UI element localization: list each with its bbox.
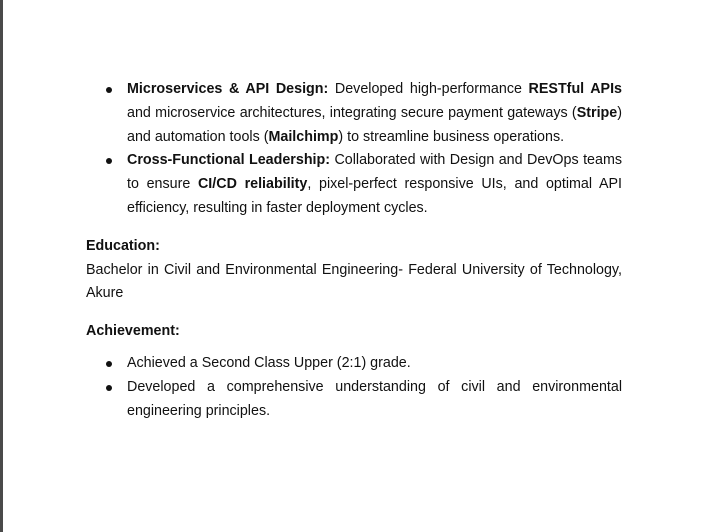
bullet-dot bbox=[106, 158, 112, 164]
document-page bbox=[86, 78, 622, 423]
bullet-dot bbox=[106, 361, 112, 367]
experience-bullet-item bbox=[86, 149, 622, 220]
achievement-bullet-list bbox=[86, 352, 622, 423]
education-heading: Education: bbox=[86, 237, 160, 254]
bullet-emphasis: Stripe bbox=[576, 104, 618, 121]
achievement-bullet-item bbox=[86, 352, 622, 376]
achievement-text: Achieved a Second Class Upper (2:1) grade. bbox=[127, 354, 411, 371]
bullet-text: ) to streamline business operations. bbox=[338, 128, 565, 145]
bullet-text: Collaborated with Design and DevOps teams to ensure bbox=[127, 152, 622, 193]
experience-bullet-list bbox=[86, 78, 622, 221]
bullet-text: and microservice architectures, integrating secure payment gateways ( bbox=[127, 104, 577, 121]
bullet-lead: Microservices & API Design: bbox=[127, 81, 329, 97]
bullet-text: , pixel-perfect responsive UIs, and optimal API efficiency, resulting in faster deployment cycles. bbox=[127, 176, 622, 216]
bullet-dot bbox=[106, 87, 112, 93]
achievement-bullet-item bbox=[86, 376, 622, 424]
achievement-text: Developed a comprehensive understanding of civil and environmental engineering principles. bbox=[127, 378, 622, 419]
achievement-heading: Achievement: bbox=[86, 323, 180, 340]
window-edge bbox=[0, 0, 3, 532]
bullet-emphasis: CI/CD reliability bbox=[197, 176, 308, 193]
bullet-dot bbox=[106, 385, 112, 391]
bullet-text: Developed high-performance bbox=[328, 81, 529, 97]
bullet-text: ) and automation tools ( bbox=[127, 104, 622, 145]
bullet-lead: Cross-Functional Leadership: bbox=[127, 152, 331, 169]
education-text: Bachelor in Civil and Environmental Engineering- Federal University of Technology, Akure bbox=[86, 261, 622, 302]
bullet-emphasis: RESTful APIs bbox=[528, 81, 623, 97]
experience-bullet-item bbox=[86, 78, 622, 149]
bullet-emphasis: Mailchimp bbox=[268, 128, 339, 145]
